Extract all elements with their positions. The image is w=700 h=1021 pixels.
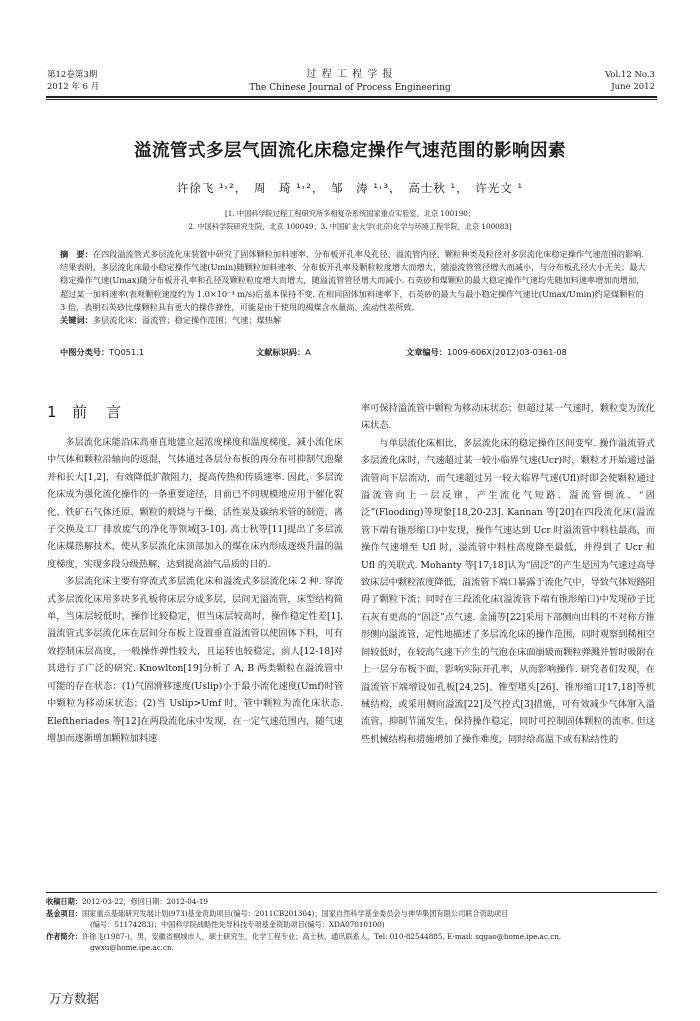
paragraph: 与单层流化床相比，多层流化床的稳定操作区间变窄. 操作溢流管式多层流化床时，气速超过某一较小临界气速(Ucr)时，颗粒才开始通过溢流管向下层流动，而气速超过另一较大临界气速(Ufl)时即会使颗粒通过溢流管向上一层反窜，产生流化气短路、溢流管倒流、“固泛”(Flooding)等现象[18,20-23]. Kannan 等[20]在四段流化床(溢流管下端有锥形缩口)中发现，操作气速达到 Ucr 时溢流管中料柱最高，而操作气速增至 Ufl 时，溢流管中料柱高度降至最低，并得到了 Ucr 和 Ufl 的关联式. Mohanty 等[17,18]认为“固泛”的产生是因为气速过高导致床层中颗粒浓度降低，溢流管下端口暴露于流化气中，导致气体短路阻碍了颗粒下流；同时在三段流化床(溢流管下端有锥形缩口)中发现砂子比石灰有更高的“固泛”点气速. 金涌等[22]采用下部侧向出料的不对称方锥形侧向溢流管，定性地描述了多层流化床的操作范围，同时观察到稀相空间较低时，在较高气速下产生的气泡在床面崩破而颗粒弹溅并暂时吸附在上一层分布板下面，影响实际开孔率，从而影响操作. 研究者们发现，在溢流管下端增设如孔板[24,25]、锥型堵头[26]、锥形缩口[17,18]等机械结构，或采用侧向溢流[22]及气控式[3]措施，可有效减少气体窜入溢流管，抑制节涌发生，保持操作稳定，同时可控制固体颗粒的流率. 但这些机械结构和措施增加了操作难度，同时给高温下或有粘结性的 <box>361 437 655 745</box>
paper-title: 溢流管式多层气固流化床稳定操作气速范围的影响因素 <box>134 141 566 161</box>
paragraph: 多层流化床主要有穿流式多层流化床和溢流式多层流化床 2 种. 穿流式多层流化床用多块多孔板将床层分成多层，层间无溢流管，床型结构简单，当床层较低时，操作比较稳定，但当床层较高时，操作稳定性差[1]. 溢流管式多层流化床在层间分布板上设置垂直溢流管以使固体下料，可有效控制床层高度，一般操作弹性较大，且运转也较稳定，前人[12-18]对其进行了广泛的研究. Knowlton[19]分析了 A, B 两类颗粒在溢流管中可能的存在状态：(1)气固滑移速度(Uslip)小于最小流化速度(Umf)时管中颗粒为移动床状态；(2)当 Uslip>Umf 时，管中颗粒为流化床状态. Eleftheriades 等[12]在两段流化床中发现，在一定气速范围内，随气速增加而逐渐增加颗粒加料速 <box>47 576 343 744</box>
right-column <box>361 400 655 748</box>
classification-row <box>60 347 646 361</box>
section-title: 前 言 <box>72 403 124 421</box>
classification-label: 中图分类号： <box>60 347 110 357</box>
footnote-funding <box>46 908 657 920</box>
section-number: 1 <box>47 403 59 421</box>
footnote-text: 许徐飞(1987-)，男，安徽省桐城市人，硕士研究生，化学工程专业；高士秋，通讯联系人，Tel: 010-82544885, E-mail: sqgao@home.ipe.ac.cn, <box>81 931 562 941</box>
footnote-author-cont <box>46 942 657 954</box>
footnote-text: 2012-03-22，修回日期：2012-04-19 <box>81 897 208 906</box>
volume-cn: 第12卷第3期 <box>47 70 98 80</box>
footnote-label: 基金项目： <box>46 908 82 918</box>
paragraph: 率可保持溢流管中颗粒为移动床状态；但超过某一气速时，颗粒变为流化床状态. <box>361 403 655 432</box>
doc-code-value: A <box>305 347 311 357</box>
footnote-funding-cont <box>46 919 657 931</box>
footnote-text: 国家重点基础研究发展计划(973)基金资助项目(编号：2011CB201304)；国家自然科学基金委员会与神华集团有限公司联合资助项目 <box>81 908 509 918</box>
footnote-rule <box>46 892 657 893</box>
keywords-label: 关键词： <box>60 315 93 326</box>
left-column <box>47 434 343 747</box>
footnote-label: 收稿日期： <box>46 897 82 906</box>
footnote-received <box>46 896 657 908</box>
author-list: 许徐飞 ¹˒²， 周 琦 ¹˒²， 邹 涛 ¹˒³， 高士秋 ¹， 许光文 ¹ <box>176 181 524 195</box>
date-cn: 2012 年 6 月 <box>47 82 100 92</box>
footnote-text: (编号：51174283)；中国科学院战略性先导科技专项基金资助项目(编号：XDA07010100) <box>90 920 385 929</box>
journal-title-en: The Chinese Journal of Process Engineering <box>249 83 451 93</box>
abstract-label: 摘 要： <box>60 249 93 259</box>
article-no-value: 1009-606X(2012)03-0361-08 <box>446 347 567 357</box>
header-rule-thin <box>46 99 657 100</box>
date-en: June 2012 <box>611 82 655 92</box>
footnote-text: gwxu@home.ipe.ac.cn. <box>90 943 174 952</box>
affiliation-line-2: 2. 中国科学院研究生院，北京 100049；3. 中国矿业大学(北京)化学与环境工程学院，北京 100083] <box>188 222 512 231</box>
paragraph: 多层流化床能沿床高垂直地建立起浓度梯度和温度梯度，减小流化床中气体和颗粒沿轴向的返混，气体通过各层分布板的再分布可抑制气泡聚并和长大[1,2]，有效降低扩散阻力，提高传热和传质速率. 因此，多层流化床成为强化流化操作的一条重要途径，目前已不同规模地应用于催化裂化、铁矿石气体还原、颗粒的煅烧与干燥、活性炭及碳纳米管的制造、离子交换及工厂排放废气的净化等领域[3-10]. 高士秋等[11]提出了多层流化床煤热解技术，使从多层流化床顶部加入的煤在床内形成逐级升温的温度梯度，实现多段分级热解，达到提高油气品质的目的. <box>47 437 343 570</box>
doc-code-label: 文献标识码： <box>256 347 306 357</box>
abstract-text: 在四段溢流管式多层流化床装置中研究了固体颗粒加料速率、分布板开孔率及孔径、溢流管内径、颗粒种类及粒径对多层流化床稳定操作气速范围的影响. 结果表明，多层流化床最小稳定操作气速(Umin)随颗粒加料速率、分布板开孔率及颗粒粒度增大而增大，随溢流管管径增大而减小，与分布板孔径大小无关；最大稳定操作气速(Umax)随分布板开孔率和孔径及颗粒粒度增大而增大，随溢流管管径增大而减小. 石英砂和煤颗粒的最大稳定操作气速均先随加料速率增加而增加，超过某一加料速率(表观颗粒速度约为 1.0×10⁻⁴ m/s)后基本保持不变. 在相同固体加料速率下，石英砂的最大与最小稳定操作气速比(Umax/Umin)约是煤颗粒的 3 倍，表明石英砂比煤颗粒具有更大的操作弹性，可能是由于使用的褐煤含水量高、流动性差所致. <box>60 249 646 312</box>
section-heading <box>47 401 123 422</box>
footnote-author <box>46 931 657 943</box>
keywords-text: 多层流化床；溢流管；稳定操作范围；气速；煤热解 <box>92 315 282 326</box>
volume-en: Vol.12 No.3 <box>605 70 655 80</box>
journal-title-cn: 过 程 工 程 学 报 <box>306 69 394 80</box>
classification-value: TQ051.1 <box>109 347 145 357</box>
footnote-label: 作者简介： <box>46 931 82 941</box>
header-rule <box>46 96 657 98</box>
wanfang-watermark: 万方数据 <box>49 991 100 1006</box>
abstract <box>60 248 646 327</box>
affiliation-line-1: [1. 中国科学院过程工程研究所多相复杂系统国家重点实验室，北京 100190； <box>224 209 476 218</box>
footnotes <box>46 896 657 954</box>
article-no-label: 文章编号： <box>406 347 447 357</box>
